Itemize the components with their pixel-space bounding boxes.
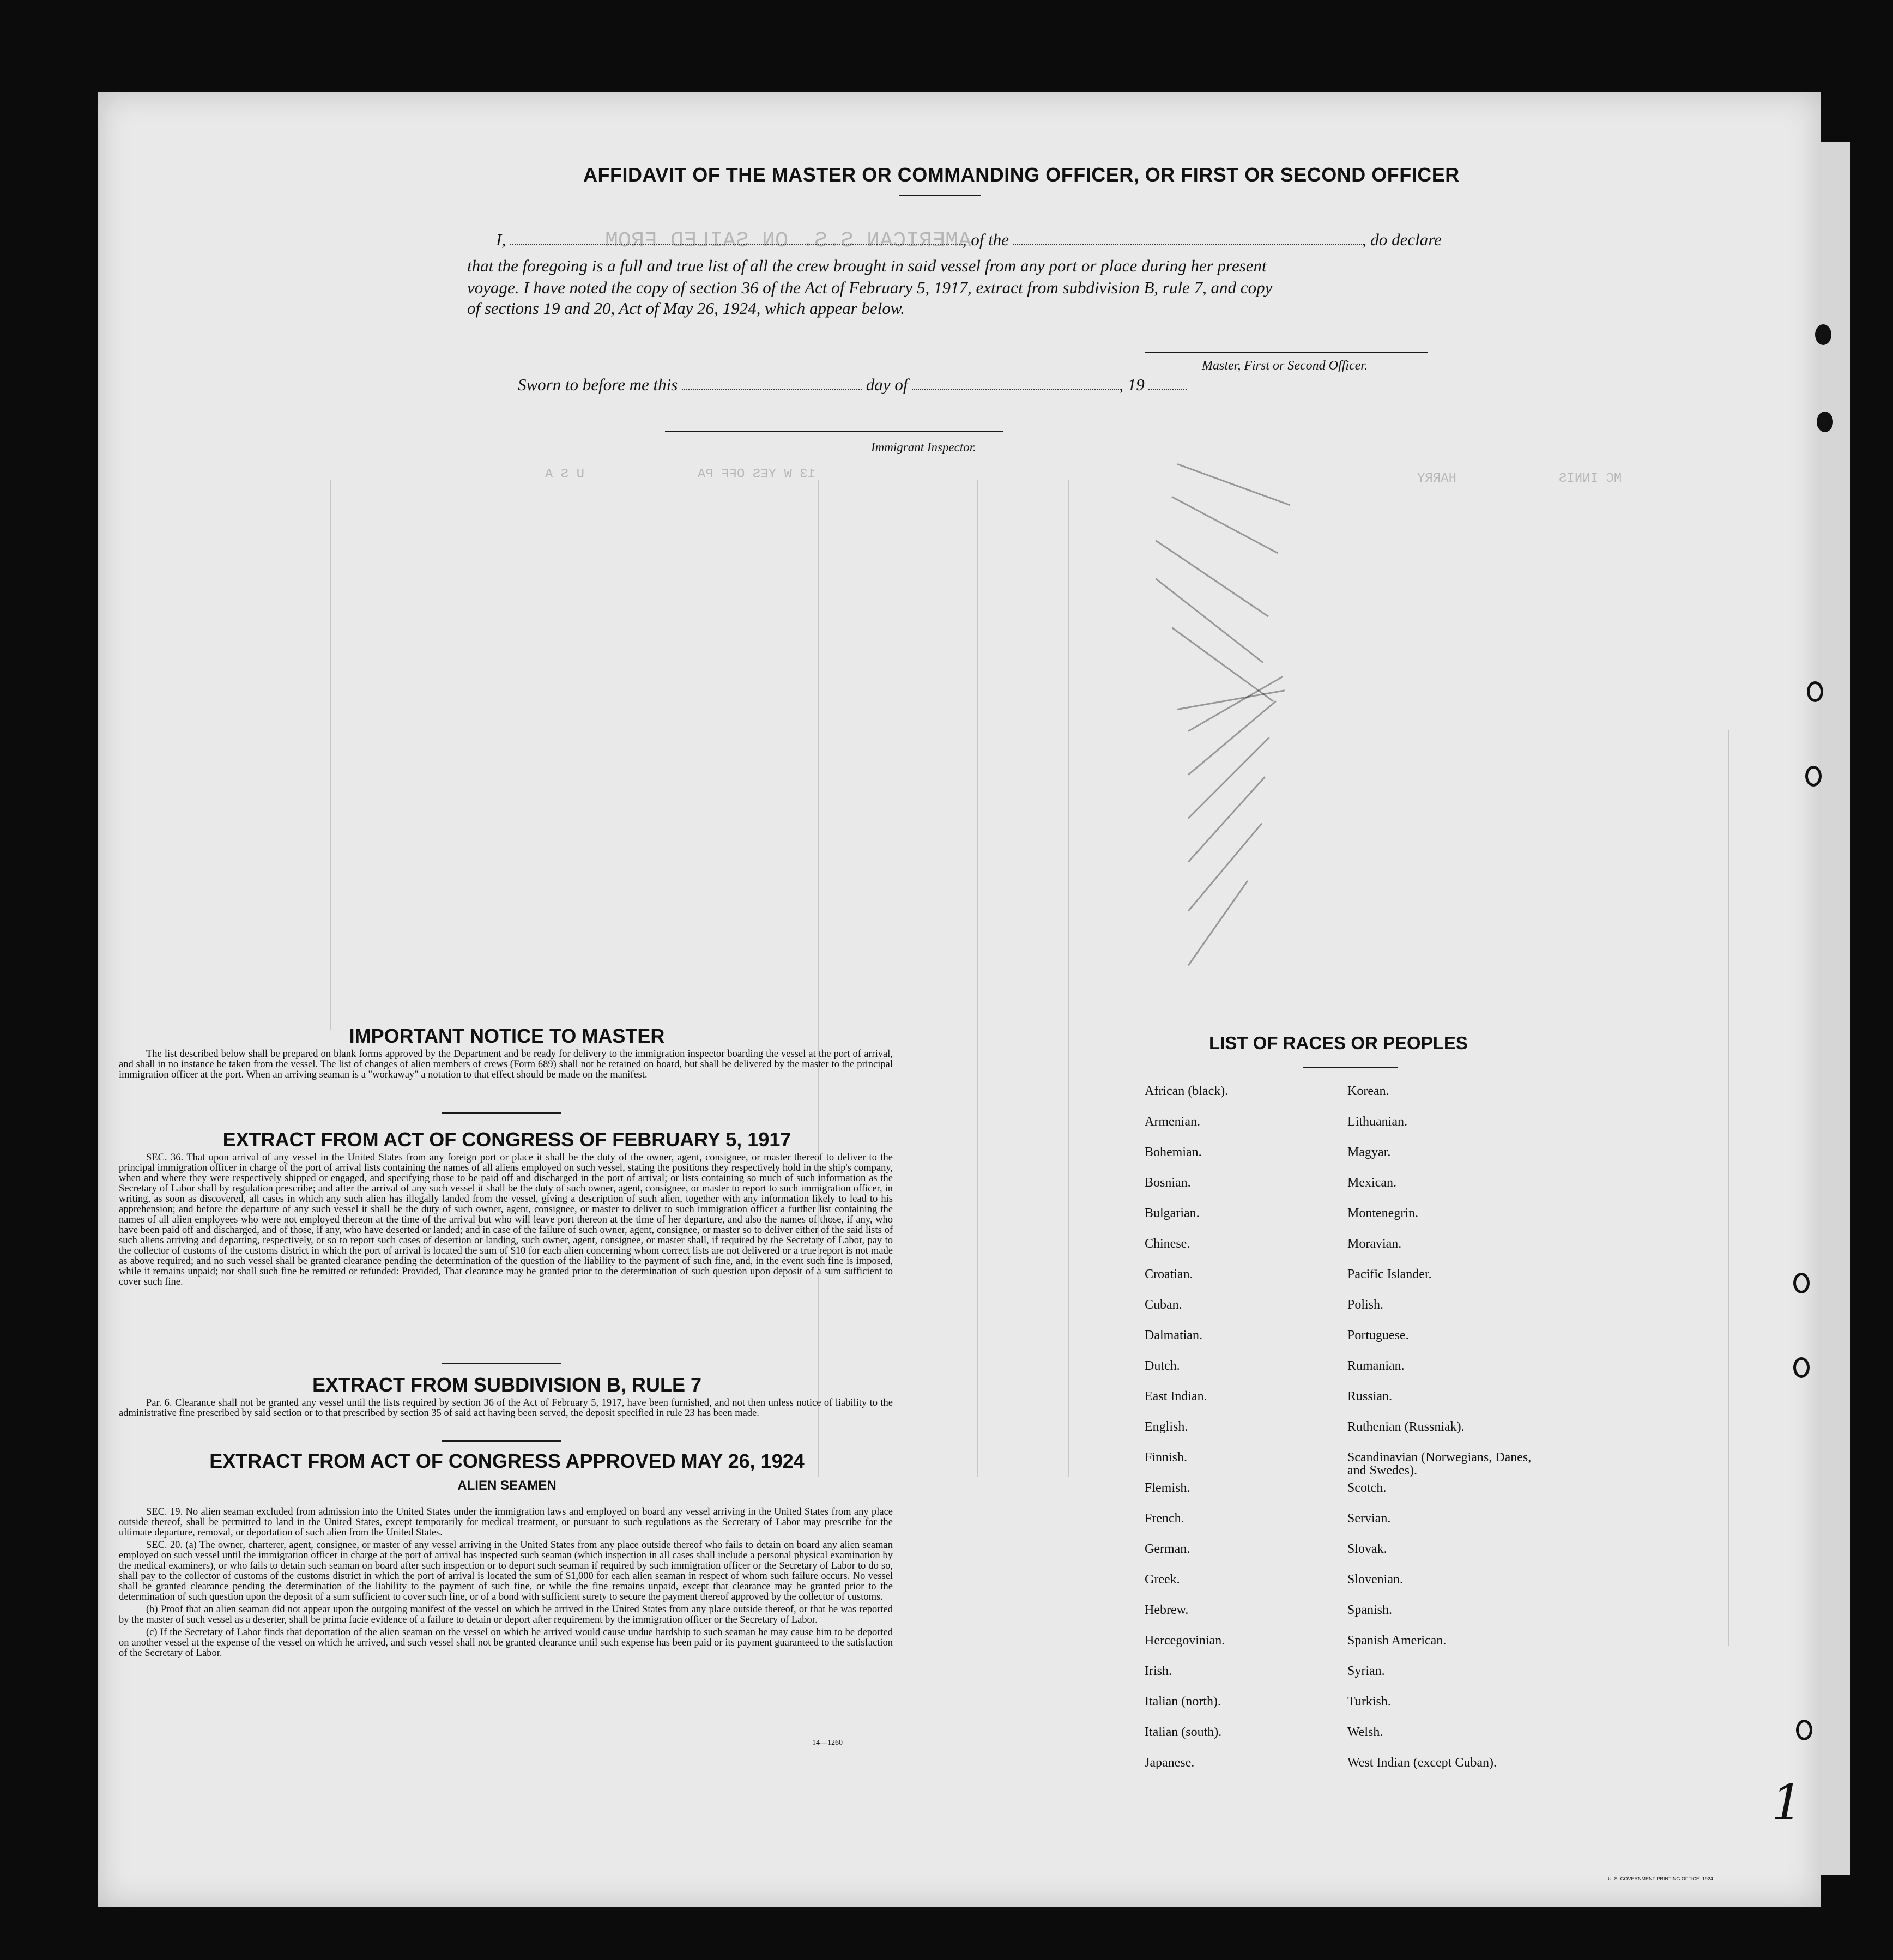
race-item: Servian. — [1347, 1511, 1391, 1526]
title-underline — [899, 195, 981, 196]
race-item: Finnish. — [1145, 1450, 1188, 1465]
race-item: African (black). — [1145, 1084, 1229, 1098]
rule-7-paragraph: Par. 6. Clearance shall not be granted any vessel until the lists required by section 36 of the Act of February 5, 1917, have been furnished, and not then unless notice of liability to the administrative fine prescribed by said section or to that prescribed by section 35 of said act having been served, the deposit specified in rule 23 has been made. — [119, 1398, 893, 1419]
year-blank — [1148, 377, 1187, 390]
bleed-through-text: MC INNIS — [1559, 471, 1622, 486]
races-right-column — [1347, 1085, 1576, 1787]
affidavit-title: AFFIDAVIT OF THE MASTER OR COMMANDING OFFICER, OR FIRST OR SECOND OFFICER — [583, 164, 1460, 186]
race-item: Montenegrin. — [1347, 1206, 1418, 1220]
race-item: Lithuanian. — [1347, 1115, 1407, 1129]
affidavit-of-the: , of the — [962, 230, 1009, 249]
punch-hole — [1817, 412, 1833, 432]
sworn-day-of: day of — [866, 375, 908, 394]
affidavit-line-1 — [496, 230, 1442, 250]
race-item: West Indian (except Cuban). — [1347, 1756, 1497, 1770]
notice-text — [119, 1049, 893, 1082]
bleed-column-line — [1068, 480, 1069, 1477]
affidavit-i: I, — [496, 230, 506, 249]
punch-hole — [1793, 1273, 1810, 1293]
race-item: Italian (south). — [1145, 1725, 1222, 1739]
rule-7-text — [119, 1398, 893, 1421]
sworn-text: Sworn to before me this — [518, 375, 678, 394]
section-divider — [442, 1363, 561, 1364]
race-item: Scotch. — [1347, 1481, 1387, 1495]
punch-hole — [1796, 1720, 1812, 1740]
bleed-column-line — [977, 480, 978, 1477]
notice-title: IMPORTANT NOTICE TO MASTER — [349, 1025, 665, 1047]
race-item: Armenian. — [1145, 1115, 1200, 1129]
day-blank — [682, 377, 862, 390]
affidavit-line-2: that the foregoing is a full and true list of all the crew brought in said vessel from any port or place during her present — [467, 256, 1267, 275]
race-item: Slovenian. — [1347, 1572, 1403, 1587]
act-1924-section-20b: (b) Proof that an alien seaman did not appear upon the outgoing manifest of the vessel on which he arrived in the United States from any place outside thereof, or that he was reported by the master of such vessel as a deserter, shall be prima facie evidence of a failure to detain or deport after requirement by the immigration officer or the Secretary of Labor. — [119, 1604, 893, 1625]
punch-hole — [1807, 681, 1823, 702]
race-item: Rumanian. — [1347, 1359, 1405, 1373]
race-item: Polish. — [1347, 1298, 1384, 1312]
bleed-through-text: HARRY — [1417, 471, 1457, 486]
race-item: Bohemian. — [1145, 1145, 1202, 1159]
notice-paragraph: The list described below shall be prepared on blank forms approved by the Department and be ready for delivery to the immigration inspector boarding the vessel at the port of arrival, and shall in no instance be taken from the vessel. The list of changes of alien members of crews (Form 689) shall not be retained on board, but shall be delivered by the master to the principal immigration officer at the port. When an arriving seaman is a "workaway" a notation to that effect should be made on the manifest. — [119, 1049, 893, 1080]
act-1917-section-36: SEC. 36. That upon arrival of any vessel in the United States from any foreign port or place it shall be the duty of the owner, agent, consignee, or master thereof to deliver to the principal immigration officer in charge of the port of arrival lists containing the names of all aliens employed on such vessel, stating the positions they respectively hold in the ship's company, when and where they were respectively shipped or engaged, and specifying those to be paid off and discharged in the port of arrival; or lists containing so much of such information as the Secretary of Labor shall by regulation prescribe; and after the arrival of any such vessel it shall be the duty of such owner, agent, consignee, or master to report to such immigration officer, in writing, as soon as discovered, all cases in which any such alien has illegally landed from the vessel, giving a description of such alien, together with any information likely to lead to his apprehension; and before the departure of any such vessel it shall be the duty of such owner, agent, consignee, or master to deliver to such immigration officer a further list containing the names of all alien employees who were not employed thereon at the time of the arrival but who will leave port thereon at the time of her departure, and also the names of those, if any, who have been paid off and discharged, and of those, if any, who have deserted or landed; and in case of the failure of such owner, agent, consignee, or master so to deliver either of the said lists of such aliens arriving and departing, respectively, or so to report such cases of desertion or landing, such owner, agent, consignee, or master shall, if required by the Secretary of Labor, pay to the collector of customs of the customs district in which the port of arrival is located the sum of $10 for each alien concerning whom correct lists are not delivered or a true report is not made as above required; and no such vessel shall be granted clearance pending the determination of the question of the liability to the payment of such fine, and, in the event such fine is imposed, while it remains unpaid; nor shall such fine be remitted or refunded: Provided, That clearance may be granted prior to the determination of such question upon deposit of a sum sufficient to cover such fine. — [119, 1152, 893, 1287]
signature-line — [1145, 352, 1428, 353]
bleed-column-line — [818, 480, 819, 1477]
races-title: LIST OF RACES OR PEOPLES — [1209, 1033, 1468, 1053]
bleed-through-text: U S A — [545, 467, 585, 482]
section-divider — [442, 1440, 561, 1442]
race-item: Croatian. — [1145, 1267, 1193, 1281]
section-divider — [442, 1112, 561, 1114]
race-item: Scandinavian (Norwegians, Danes, and Swedes). — [1347, 1450, 1532, 1478]
bleed-through-text: 13 W YES OFF PA — [698, 467, 816, 482]
act-1924-section-20a: SEC. 20. (a) The owner, charterer, agent, consignee, or master of any vessel arriving in the United States from any place outside thereof who fails to detain on board any alien seaman employed on such vessel until the immigration officer in charge at the port of arrival has inspected such seaman (which inspection in all cases shall include a personal physical examination by the medical examiners), or who fails to detain such seaman on board after such inspection or to deport such seaman if required by such immigration officer or the Secretary of Labor to do so, shall pay to the collector of customs of the customs district in which the port of arrival is located the sum of $1,000 for each alien seaman in respect of whom such failure occurs. No vessel shall be granted clearance pending the determination of the liability to the payment of such fine, or while the fine remains unpaid, except that clearance may be granted prior to the determination of such question upon the deposit of a sum sufficient to cover such fine, or of a bond with sufficient surety to secure the payment thereof approved by the collector of customs. — [119, 1540, 893, 1602]
rule-7-title: EXTRACT FROM SUBDIVISION B, RULE 7 — [312, 1374, 702, 1396]
affidavit-do-declare: , do declare — [1362, 230, 1442, 249]
vessel-blank — [1013, 232, 1362, 245]
race-item: Moravian. — [1347, 1237, 1402, 1251]
affidavit-line-4: of sections 19 and 20, Act of May 26, 1924, which appear below. — [467, 299, 905, 318]
race-item: Welsh. — [1347, 1725, 1383, 1739]
race-item: Spanish. — [1347, 1603, 1393, 1617]
race-item: French. — [1145, 1511, 1184, 1526]
act-1924-text — [119, 1507, 893, 1661]
race-item: Spanish American. — [1347, 1634, 1447, 1648]
page-edge-strip — [1821, 142, 1850, 1875]
race-item: Hebrew. — [1145, 1603, 1189, 1617]
bleed-column-line — [1728, 730, 1729, 1646]
races-left-column — [1145, 1085, 1325, 1787]
race-item: Slovak. — [1347, 1542, 1387, 1556]
race-item: Dutch. — [1145, 1359, 1180, 1373]
inspector-label: Immigrant Inspector. — [871, 440, 976, 454]
race-item: Irish. — [1145, 1664, 1172, 1678]
act-1917-text — [119, 1153, 893, 1290]
race-item: East Indian. — [1145, 1389, 1207, 1404]
race-item: Greek. — [1145, 1572, 1180, 1587]
race-item: Chinese. — [1145, 1237, 1190, 1251]
punch-hole — [1805, 766, 1822, 787]
act-1924-title: EXTRACT FROM ACT OF CONGRESS APPROVED MAY 26, 1924 — [209, 1450, 805, 1472]
race-item: Magyar. — [1347, 1145, 1391, 1159]
printer-imprint: U. S. GOVERNMENT PRINTING OFFICE: 1924 — [1608, 1876, 1713, 1882]
act-1917-title: EXTRACT FROM ACT OF CONGRESS OF FEBRUARY 5, 1917 — [222, 1128, 791, 1151]
race-item: Hercegovinian. — [1145, 1634, 1225, 1648]
race-item: Bosnian. — [1145, 1176, 1191, 1190]
sworn-year: , 19 — [1119, 375, 1145, 394]
bleed-through-text: AMERICAN S.S. ON SAILED FROM — [605, 229, 972, 253]
race-item: German. — [1145, 1542, 1190, 1556]
form-number: 14—1260 — [812, 1739, 843, 1747]
race-item: Turkish. — [1347, 1695, 1391, 1709]
race-item: Dalmatian. — [1145, 1328, 1202, 1342]
race-item: Russian. — [1347, 1389, 1393, 1404]
inspector-signature-line — [665, 431, 1003, 432]
race-item: Mexican. — [1347, 1176, 1396, 1190]
name-blank — [510, 232, 963, 245]
sworn-line — [518, 375, 1187, 395]
race-item: Cuban. — [1145, 1298, 1182, 1312]
races-title-underline — [1303, 1067, 1398, 1068]
handwritten-page-number: 1 — [1771, 1774, 1803, 1831]
race-item: Korean. — [1347, 1084, 1389, 1098]
race-item: Japanese. — [1145, 1756, 1195, 1770]
punch-hole — [1815, 324, 1831, 345]
affidavit-line-3: voyage. I have noted the copy of section 36 of the Act of February 5, 1917, extract from subdivision B, rule 7, and copy — [467, 278, 1273, 297]
race-item: Pacific Islander. — [1347, 1267, 1432, 1281]
punch-hole — [1793, 1357, 1810, 1378]
race-item: Ruthenian (Russniak). — [1347, 1420, 1465, 1434]
month-blank — [912, 377, 1119, 390]
act-1924-section-20c: (c) If the Secretary of Labor finds that deportation of the alien seaman on the vessel on which he arrived would cause undue hardship to such seaman he may cause him to be deported on another vessel at the expense of the vessel on which he arrived, and such vessel shall not be granted clearance until such expense has been paid or its payment guaranteed to the satisfaction of the Secretary of Labor. — [119, 1627, 893, 1659]
race-item: English. — [1145, 1420, 1188, 1434]
race-item: Syrian. — [1347, 1664, 1385, 1678]
signature-label: Master, First or Second Officer. — [1202, 359, 1368, 373]
act-1924-section-19: SEC. 19. No alien seaman excluded from admission into the United States under the immigration laws and employed on board any vessel arriving in the United States from any place outside thereof, shall be permitted to land in the United States, except temporarily for medical treatment, or pursuant to such regulations as the Secretary of Labor may prescribe for the ultimate departure, removal, or deportation of such alien from the United States. — [119, 1507, 893, 1538]
race-item: Flemish. — [1145, 1481, 1190, 1495]
race-item: Bulgarian. — [1145, 1206, 1200, 1220]
race-item: Italian (north). — [1145, 1695, 1221, 1709]
act-1924-subtitle: ALIEN SEAMEN — [457, 1478, 557, 1493]
race-item: Portuguese. — [1347, 1328, 1409, 1342]
bleed-column-line — [330, 480, 331, 1030]
